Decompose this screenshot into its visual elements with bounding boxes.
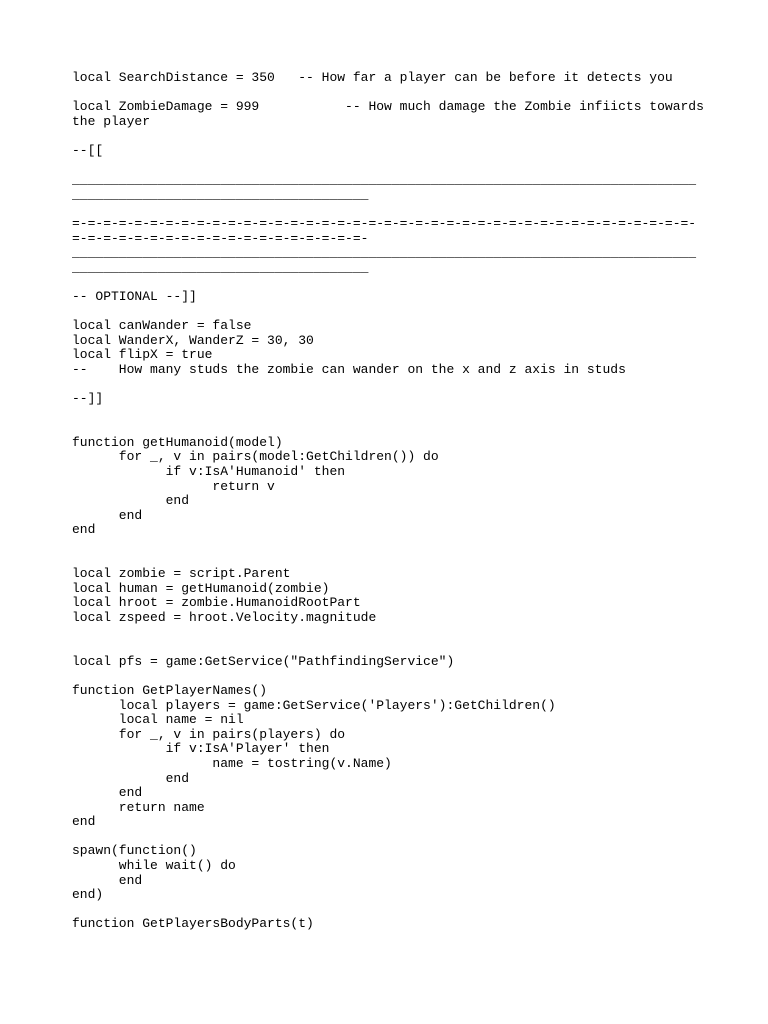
- blank-line: [72, 275, 698, 290]
- blank-line: [72, 538, 698, 553]
- separator-underscore-bottom: ______________________________________________________________________________________________________________________: [72, 246, 697, 275]
- code-line-if-humanoid: if v:IsA'Humanoid' then: [72, 464, 346, 480]
- blank-line: [72, 903, 698, 918]
- code-line-for-players: for _, v in pairs(players) do: [72, 726, 346, 742]
- code-line-func-get-player-names: function GetPlayerNames(): [72, 682, 268, 698]
- code-line-comment-open: --[[: [72, 142, 104, 158]
- code-line-local-players: local players = game:GetService('Players'):GetChildren(): [72, 697, 556, 713]
- code-line-end: end: [72, 522, 96, 538]
- blank-line: [72, 377, 698, 392]
- blank-line: [72, 202, 698, 217]
- code-line-spawn: spawn(function(): [72, 843, 197, 859]
- blank-line: [72, 669, 698, 684]
- code-line-pfs: local pfs = game:GetService("PathfindingService"): [72, 653, 455, 669]
- code-line-zombie-damage: local ZombieDamage = 999 -- How much damage the Zombie infiicts towards: [72, 99, 704, 115]
- code-line-while-wait: while wait() do: [72, 858, 236, 874]
- code-line-flip-x: local flipX = true: [72, 347, 213, 363]
- code-line-human: local human = getHumanoid(zombie): [72, 580, 330, 596]
- blank-line: [72, 421, 698, 436]
- code-line-zombie-damage-wrap: the player: [72, 113, 151, 129]
- blank-line: [72, 86, 698, 101]
- code-line-for-children: for _, v in pairs(model:GetChildren()) do: [72, 449, 439, 465]
- code-line-if-player: if v:IsA'Player' then: [72, 741, 330, 757]
- code-line-func-get-humanoid: function getHumanoid(model): [72, 434, 283, 450]
- blank-line: [72, 129, 698, 144]
- code-line-zspeed: local zspeed = hroot.Velocity.magnitude: [72, 609, 377, 625]
- code-document: [72, 70, 704, 932]
- code-line-return-v: return v: [72, 478, 275, 494]
- blank-line: [72, 159, 698, 174]
- code-line-end-paren: end): [72, 887, 104, 903]
- blank-line: [72, 305, 698, 320]
- code-line-name-assign: name = tostring(v.Name): [72, 755, 392, 771]
- blank-line: [72, 626, 698, 641]
- code-line-end: end: [72, 770, 190, 786]
- code-line-wander-xz: local WanderX, WanderZ = 30, 30: [72, 332, 314, 348]
- blank-line: [72, 407, 698, 422]
- separator-underscore-top: ______________________________________________________________________________________________________________________: [72, 173, 697, 202]
- blank-line: [72, 830, 698, 845]
- code-line-studs-comment: -- How many studs the zombie can wander on the x and z axis in studs: [72, 361, 626, 377]
- code-line-local-name: local name = nil: [72, 712, 244, 728]
- code-line-end: end: [72, 814, 96, 830]
- code-line-func-get-body-parts: function GetPlayersBodyParts(t): [72, 916, 314, 932]
- code-line-end: end: [72, 872, 143, 888]
- blank-line: [72, 640, 698, 655]
- code-line-can-wander: local canWander = false: [72, 318, 252, 334]
- code-line-end: end: [72, 493, 190, 509]
- separator-dashes: =-=-=-=-=-=-=-=-=-=-=-=-=-=-=-=-=-=-=-=-=-=-=-=-=-=-=-=-=-=-=-=-=-=-=-=-=-=-=-=-=-=-=-=-=-=-=-=-=-=-=-=-=-=-=-=-=-=-=-: [72, 216, 697, 246]
- code-line-zombie: local zombie = script.Parent: [72, 566, 291, 582]
- code-line-comment-close: --]]: [72, 391, 104, 407]
- blank-line: [72, 553, 698, 568]
- code-line-return-name: return name: [72, 799, 205, 815]
- code-line-end: end: [72, 785, 143, 801]
- code-line-end: end: [72, 507, 143, 523]
- code-line-hroot: local hroot = zombie.HumanoidRootPart: [72, 595, 361, 611]
- code-line-optional: -- OPTIONAL --]]: [72, 288, 197, 304]
- code-line-search-distance: local SearchDistance = 350 -- How far a player can be before it detects you: [72, 70, 673, 85]
